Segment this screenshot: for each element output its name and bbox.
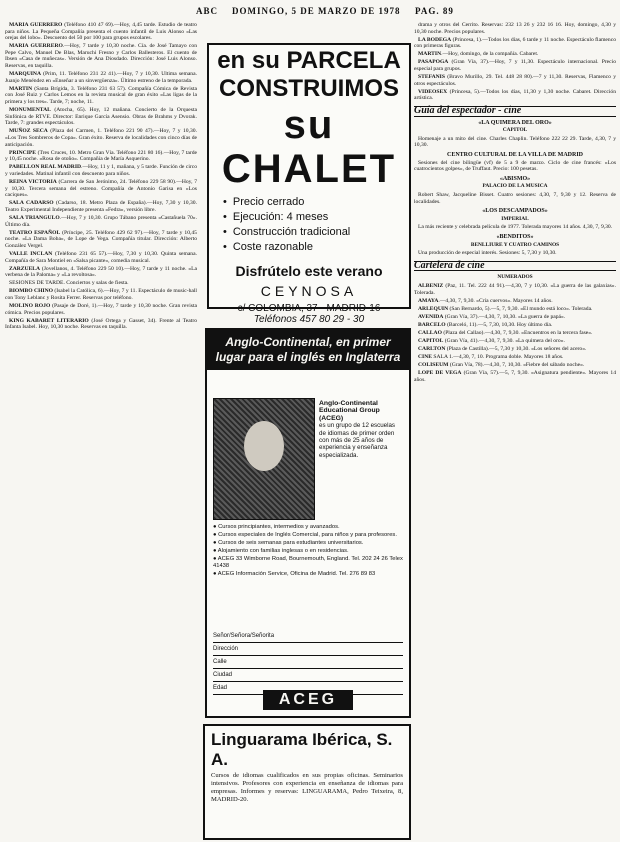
listing-entry-venue: PASAPOGA bbox=[418, 59, 449, 66]
cinema-entry-text: (Gran Vía, 57).—5, 7, 9,30. «Asignatura pendiente». Mayores 14 años. bbox=[414, 370, 616, 384]
listing-entry-text: (Teléfono 410 47 69).—Hoy, 4,45 tarde. Estudio de teatro para niños. La Pequeña Compañía presenta el cuento infantil de Luis Alonso «Las orejas del lobo». Descuento del 50 por 100 para grupos escolares. bbox=[5, 22, 197, 42]
chalet-feature: • Coste razonable bbox=[223, 240, 409, 255]
listing-entry-venue: MOLINO ROJO bbox=[9, 303, 51, 310]
cinema-listings-column bbox=[414, 22, 616, 837]
cinema-entry bbox=[414, 322, 616, 329]
cinema-entry-text: (San Bernardo, 5).—5, 7, 9,30. «El mundo está loco». Tolerada. bbox=[448, 305, 593, 312]
listing-entry bbox=[5, 179, 197, 199]
listing-entry bbox=[5, 128, 197, 148]
listing-entry bbox=[5, 215, 197, 228]
guide-item-title: «BENDITOS» bbox=[496, 233, 534, 240]
chalet-ad-line-2: CONSTRUIMOS bbox=[219, 75, 399, 102]
chalet-address: c/ COLOMBIA, 37 - MADRID-16 bbox=[237, 303, 381, 314]
linguarama-title: Linguarama Ibérica, S. A. bbox=[211, 730, 393, 769]
listing-entry-venue: TEATRO ESPAÑOL bbox=[9, 229, 61, 236]
listing-entry bbox=[5, 43, 197, 69]
listing-entry bbox=[414, 37, 616, 50]
listing-entry bbox=[5, 164, 197, 177]
coupon-field: Calle bbox=[213, 656, 403, 669]
listing-entry bbox=[5, 230, 197, 250]
listing-entry-text: (Isabel la Católica, 6).—Hoy, 7 y 11. Espectáculo de music-hall con Tony Leblanc y Rosita Ferrer. Reservas por teléfono. bbox=[5, 288, 197, 302]
group-name: Anglo-Continental Educational Group (ACEG) bbox=[319, 400, 380, 422]
listing-entry-venue: REINA VICTORIA bbox=[9, 179, 57, 186]
cinema-entry-venue: CINE bbox=[418, 354, 432, 361]
guide-item-venue: IMPERIAL bbox=[501, 215, 529, 222]
english-course-advertisement bbox=[205, 328, 411, 718]
coupon-field: Ciudad bbox=[213, 669, 403, 682]
listing-entry-text: (Princesa, 1).—Todos los días, 6 tarde y 11 noche. Espectáculo flamenco con primeras figuras. bbox=[414, 36, 616, 50]
english-ad-bullet: ● Cursos especiales de Inglés Comercial, para niños y para profesores. bbox=[213, 532, 397, 538]
aceg-logo: ACEG bbox=[263, 690, 353, 710]
cinema-entry-text: (Gran Vía, 41).—4,30, 7, 9,30. «La quimera del oro». bbox=[443, 338, 565, 345]
listing-entry-venue: VALLE INCLAN bbox=[9, 251, 53, 257]
theatre-listings-column bbox=[5, 22, 197, 837]
listing-entry-text: .—Hoy, 11 y 1, mañana, y 5 tarde. Función de circo y variedades. Matinal infantil con descuento para niños. bbox=[5, 164, 198, 177]
listing-entry bbox=[5, 107, 197, 127]
guide-item-venue: BENLLIURE Y CUATRO CAMINOS bbox=[470, 241, 560, 248]
chalet-feature: • Precio cerrado bbox=[223, 195, 409, 210]
guide-item-title: «LOS DESCAMPADOS» bbox=[482, 208, 548, 215]
listing-entry-text: .—Hoy, 7 y 10,30. Grupo Tábano presenta «Castañuela 70». Último día. bbox=[5, 215, 197, 228]
page-number: PAG. 89 bbox=[415, 6, 454, 16]
cinema-entry-text: (Gran Vía, 78).—4,30, 7, 10,30. «Fiebre del sábado noche». bbox=[448, 362, 585, 369]
cinema-entry-text: (Plaza del Callao).—4,30, 7, 9,30. «Encuentros en la tercera fase». bbox=[441, 329, 593, 336]
english-ad-bullet: ● ACEG Información Service, Oficina de Madrid. Tel. 276 89 83 bbox=[213, 571, 376, 577]
group-description: es un grupo de 12 escuelas de idiomas de primer orden con más de 25 años de experiencia y enseñanza especializada. bbox=[319, 422, 396, 459]
listing-entry bbox=[414, 59, 616, 72]
listing-entry-text: (Príncipe, 25. Teléfono 429 62 97).—Hoy, 7 tarde y 10,45 noche. «La Dama Boba», de Lope de Vega. Compañía titular. Dirección: Alberto González Vergel. bbox=[5, 229, 197, 249]
cinema-entry-text: (Gran Vía, 37).—4,30, 7, 10,30. «La guerra de papá». bbox=[443, 313, 566, 320]
cinema-entry-text: SALA 1.—4,30, 7, 10. Programa doble. Mayores 18 años. bbox=[432, 354, 564, 361]
coupon-form bbox=[213, 630, 403, 695]
cinema-entry bbox=[414, 338, 616, 345]
guide-item-venue: PALACIO DE LA MUSICA bbox=[482, 183, 548, 190]
cartelera-subtitle: NUMERADOS bbox=[497, 274, 533, 281]
listing-entry bbox=[414, 74, 616, 87]
cinema-entry-venue: CALLAO bbox=[418, 329, 442, 336]
issue-date: DOMINGO, 5 DE MARZO DE 1978 bbox=[232, 6, 401, 16]
coupon-field: Dirección bbox=[213, 643, 403, 656]
chalet-ad-line-1: en su PARCELA bbox=[217, 47, 401, 74]
chalet-brand: CEYNOSA bbox=[260, 283, 358, 299]
english-ad-bullet: ● ACEG 33 Wimborne Road, Bournemouth, England. Tel. 202 24 26 Telex 41438 bbox=[213, 556, 403, 569]
listing-entry bbox=[414, 51, 616, 58]
listing-entry bbox=[5, 251, 197, 264]
cinema-entry-venue: LOPE DE VEGA bbox=[418, 370, 462, 377]
listing-entry-text: (Princesa, 5).—Todos los días, 11,30 y 1,30 noche. Cabaret. Dirección artística. bbox=[414, 88, 616, 102]
listing-entry-venue: PRINCIPE bbox=[9, 149, 37, 156]
cinema-entry-text: .—4,30, 7, 9,30. «Cría cuervos». Mayores 14 años. bbox=[438, 297, 553, 304]
listing-entry-venue: MARQUINA bbox=[9, 71, 42, 78]
listing-entry-text: .—Hoy, domingo, de la compañía. Cabaret. bbox=[441, 51, 539, 58]
cinema-entry bbox=[414, 346, 616, 353]
guide-item-text-text: Robert Shaw, Jacqueline Bisset. Cuatro sesiones: 4,30, 7, 9,30 y 12. Reserva de localidades. bbox=[414, 191, 616, 205]
chalet-tagline: Disfrútelo este verano bbox=[235, 263, 383, 279]
english-ad-bullet: ● Cursos de seis semanas para estudiantes universitarios. bbox=[213, 540, 364, 546]
page-header bbox=[0, 6, 620, 20]
listing-entry-text: (Carrera de San Jerónimo, 24. Teléfono 229 58 90).—Hoy, 7 y 10,30. Tercera semana del estreno. Compañía de Antonio Garisa en «Los caciques». bbox=[5, 179, 198, 199]
listing-entry-text: (Tres Cruces, 10. Metro Gran Vía. Teléfono 221 80 16).—Hoy, 7 tarde y 10,45 noche. «Rosa de otoño». Compañía de María Asquerino. bbox=[5, 149, 197, 163]
guide-item-text-text: Una producción de especial interés. Sesiones: 5, 7,30 y 10,30. bbox=[418, 250, 557, 257]
listing-entry bbox=[5, 200, 197, 213]
listing-entry bbox=[414, 22, 616, 35]
coupon-field: Señor/Señora/Señorita bbox=[213, 630, 403, 643]
chalet-features bbox=[223, 195, 409, 255]
listing-entry-venue: BIOMBO CHINO bbox=[9, 288, 53, 295]
listing-entry-text: (Pasaje de Doré, 1).—Hoy, 7 tarde y 10,30 noche. Gran revista cómica. Precios populares. bbox=[5, 303, 198, 316]
listing-entry bbox=[414, 89, 616, 102]
listing-entry bbox=[5, 22, 197, 42]
listing-entry-venue: MARTIN bbox=[418, 51, 442, 58]
cinema-entry-venue: AMAYA bbox=[418, 297, 439, 304]
listing-entry-text: (Jovellanos, 4. Teléfono 229 50 10).—Hoy, 7 tarde y 11 noche. «La verbena de la Paloma» y «La revoltosa». bbox=[5, 265, 197, 279]
guide-item-title: «LA QUIMERA DEL ORO» bbox=[478, 119, 552, 126]
english-ad-headline: Anglo-Continental, en primer lugar para el inglés en Inglaterra bbox=[207, 330, 409, 370]
listing-entry bbox=[5, 266, 197, 279]
listing-entry-venue: MARIA GUERRERO bbox=[9, 43, 63, 50]
english-ad-bullet: ● Alojamiento con familias inglesas o en residencias. bbox=[213, 548, 349, 554]
chalet-feature: • Ejecución: 4 meses bbox=[223, 210, 409, 225]
listing-entry-text: (Teléfono 231 65 57).—Hoy, 7,30 y 10,30. Quinta semana. Compañía de Sara Montiel en «Salsa picante», comedia musical. bbox=[5, 251, 197, 264]
guide-item-text bbox=[414, 192, 616, 205]
cinema-entry-text: (Barceló, 11).—5, 7,30, 10,30. Hoy último día. bbox=[445, 321, 553, 328]
cinema-entry bbox=[414, 298, 616, 305]
cinema-entry-venue: ARLEQUIN bbox=[418, 305, 449, 312]
listing-entry-text: (Bravo Murillo, 29. Tel. 448 28 80).—7 y 11,30. Reservas, Flamenco y otros espectáculos. bbox=[414, 74, 616, 87]
cinema-entry bbox=[414, 362, 616, 369]
listing-entry-text: SESIONES DE TARDE. Conciertos y salas de fiesta. bbox=[9, 280, 129, 287]
listing-entry bbox=[5, 86, 197, 106]
listing-entry-venue: SALA CADARSO bbox=[9, 200, 54, 207]
cinema-entry bbox=[414, 283, 616, 296]
listing-entry-text: (Cadarso, 18. Metro Plaza de España).—Hoy, 7,30 y 10,30. Teatro Experimental Independiente presenta «Fedra», versión libre. bbox=[5, 200, 197, 213]
cinema-entry-venue: COLISEUM bbox=[418, 362, 449, 369]
guide-item-title: «ABISMO» bbox=[499, 175, 531, 182]
cinema-entry bbox=[414, 330, 616, 337]
listing-entry-venue: VIDEOSEX bbox=[418, 88, 448, 95]
listing-entry-text: (José Ortega y Gasset, 34). Frente al Teatro Infanta Isabel. Hoy, 10,30 noche. Reservas en taquilla. bbox=[5, 317, 197, 331]
guide-item-venue: CAPITOL bbox=[502, 127, 528, 134]
guide-item-text bbox=[414, 136, 616, 149]
cinema-entry-venue: BARCELO bbox=[418, 321, 446, 328]
guide-item-text-text: Homenaje a un mito del cine. Charles Chaplin. Teléfono 222 22 29. Tarde, 4,30, 7 y 10,30. bbox=[414, 135, 616, 149]
guide-section-title: Guía del espectador - cine bbox=[414, 106, 616, 117]
cinema-entry-venue: CAPITOL bbox=[418, 338, 444, 345]
listing-entry bbox=[5, 71, 197, 84]
cinema-entry-venue: ALBENIZ bbox=[418, 282, 444, 289]
english-ad-group bbox=[319, 400, 403, 459]
listing-entry-venue: MARIA GUERRERO bbox=[9, 22, 63, 28]
coupon-field: Edad bbox=[213, 682, 403, 695]
cartelera-section-title: Cartelera de cine bbox=[414, 261, 616, 272]
listing-entry bbox=[5, 303, 197, 316]
guide-item-text bbox=[414, 224, 616, 231]
english-ad-bullets bbox=[213, 524, 403, 579]
listing-entry-venue: MONUMENTAL bbox=[9, 107, 51, 114]
chalet-feature: • Construcción tradicional bbox=[223, 225, 409, 240]
guide-item-title: CENTRO CULTURAL DE LA VILLA DE MADRID bbox=[446, 152, 584, 158]
listing-entry bbox=[5, 150, 197, 163]
listing-entry-text: (Atocha, 65). Hoy, 12 mañana. Concierto de la Orquesta Sinfónica de RTVE. Director: Enrique García Asensio. Obras de Brahms y Dvorak. Tarde, 7: grandes espectáculos. bbox=[5, 107, 197, 127]
newspaper-name: ABC bbox=[196, 6, 219, 16]
linguarama-advertisement bbox=[203, 724, 411, 840]
cinema-entry bbox=[414, 354, 616, 361]
listing-entry-venue: ZARZUELA bbox=[9, 265, 41, 272]
listing-entry bbox=[5, 280, 197, 287]
listing-entry-text: .—Hoy, 7 tarde y 10,30 noche. Cía. de José Tamayo con Pepe Calvo, Manuel De Blas, Maruchi Fresno y Carlos Ballesteros. El cuento de Ibsen «Casa de muñecas». Versión de Ana Diosdado. Dirección: José Luis Alonso. Reservas, en taquilla. bbox=[5, 43, 198, 70]
guide-item-text-text: La más reciente y celebrada película de 1977. Tolerada mayores 14 años. 4,30, 7, 9,30. bbox=[418, 224, 613, 231]
student-photo bbox=[213, 398, 315, 520]
cinema-entry bbox=[414, 306, 616, 313]
cinema-entry-text: (Paz, 11. Tel. 222 44 91).—4,30, 7 y 10,30. «La guerra de las galaxias». Tolerada. bbox=[414, 282, 616, 296]
listing-entry-text: (Prim, 11. Teléfono 231 22 41).—Hoy, 7 y 10,30. Ultima semana. Juanjo Menéndez en «Enseñar a un sinvergüenza». Último estreno de la temporada. bbox=[5, 71, 197, 84]
listing-entry-venue: MUÑOZ SECA bbox=[9, 128, 48, 135]
listing-entry-text: drama y otros del Cerrito. Reservas: 232 13 26 y 232 16 16. Hoy, domingo, 4,30 y 10,30 noche. Precios populares. bbox=[414, 22, 616, 35]
chalet-phone: Teléfonos 457 80 29 - 30 bbox=[253, 314, 365, 325]
listing-entry-venue: MARTIN bbox=[9, 85, 33, 92]
cinema-entry-text: (Plaza de Castilla).—5, 7,30 y 10,30. «Los señores del acero». bbox=[445, 346, 587, 353]
listing-entry bbox=[5, 318, 197, 331]
cinema-entry bbox=[414, 370, 616, 383]
cinema-entry-venue: AVENIDA bbox=[418, 313, 444, 320]
listing-entry-venue: KING KABARET LITERARIO bbox=[9, 317, 89, 324]
listing-entry-text: (Gran Vía, 37).—Hoy, 7 y 11,30. Espectáculo internacional. Precio especial para grupos. bbox=[414, 59, 616, 73]
cinema-entry-venue: CARLTON bbox=[418, 346, 446, 353]
listing-entry-venue: LA BODEGA bbox=[418, 36, 452, 43]
guide-item-text bbox=[414, 160, 616, 173]
listing-entry-venue: STEFANIS bbox=[418, 74, 445, 81]
cinema-entry bbox=[414, 314, 616, 321]
chalet-advertisement bbox=[207, 43, 411, 325]
listing-entry-venue: SALA TRIANGULO bbox=[9, 215, 60, 222]
listing-entry-venue: PABELLON REAL MADRID bbox=[9, 164, 82, 171]
guide-item-text-text: Sesiones del cine bilingüe (vf) de 5 a 9 de marzo. Ciclo de cine francés: «Los cuatrocientos golpes», de Truffaut. Precio: 100 pesetas. bbox=[414, 159, 616, 173]
linguarama-body: Cursos de idiomas cualificados en sus propias oficinas. Seminarios intensivos. Profesores con experiencia en enseñanza de idiomas para empresas. Informes y reservas: LINGUARAMA, Pedro Teixeira, 8, MADRID-20. bbox=[211, 772, 403, 803]
listing-entry bbox=[5, 288, 197, 301]
listing-entry-text: (Santa Brígida, 3. Teléfono 231 63 57). Compañía Cómica de Revista con José Ruiz y Carlos Lemos en la revista musical de gran éxito «Las ligas de la primera y los tres». Tarde, 7; noche, 11. bbox=[5, 85, 197, 106]
chalet-ad-line-3: su CHALET bbox=[221, 103, 397, 191]
listing-entry-text: (Plaza del Carmen, 1. Teléfono 221 90 47).—Hoy, 7 y 10,30. «Los Tres Sombreros de Copa». Gran éxito. Reserva de localidades con cinco días de anticipación. bbox=[5, 128, 197, 148]
english-ad-bullet: ● Cursos principiantes, intermedios y avanzados. bbox=[213, 524, 340, 530]
guide-item-text bbox=[414, 250, 616, 257]
